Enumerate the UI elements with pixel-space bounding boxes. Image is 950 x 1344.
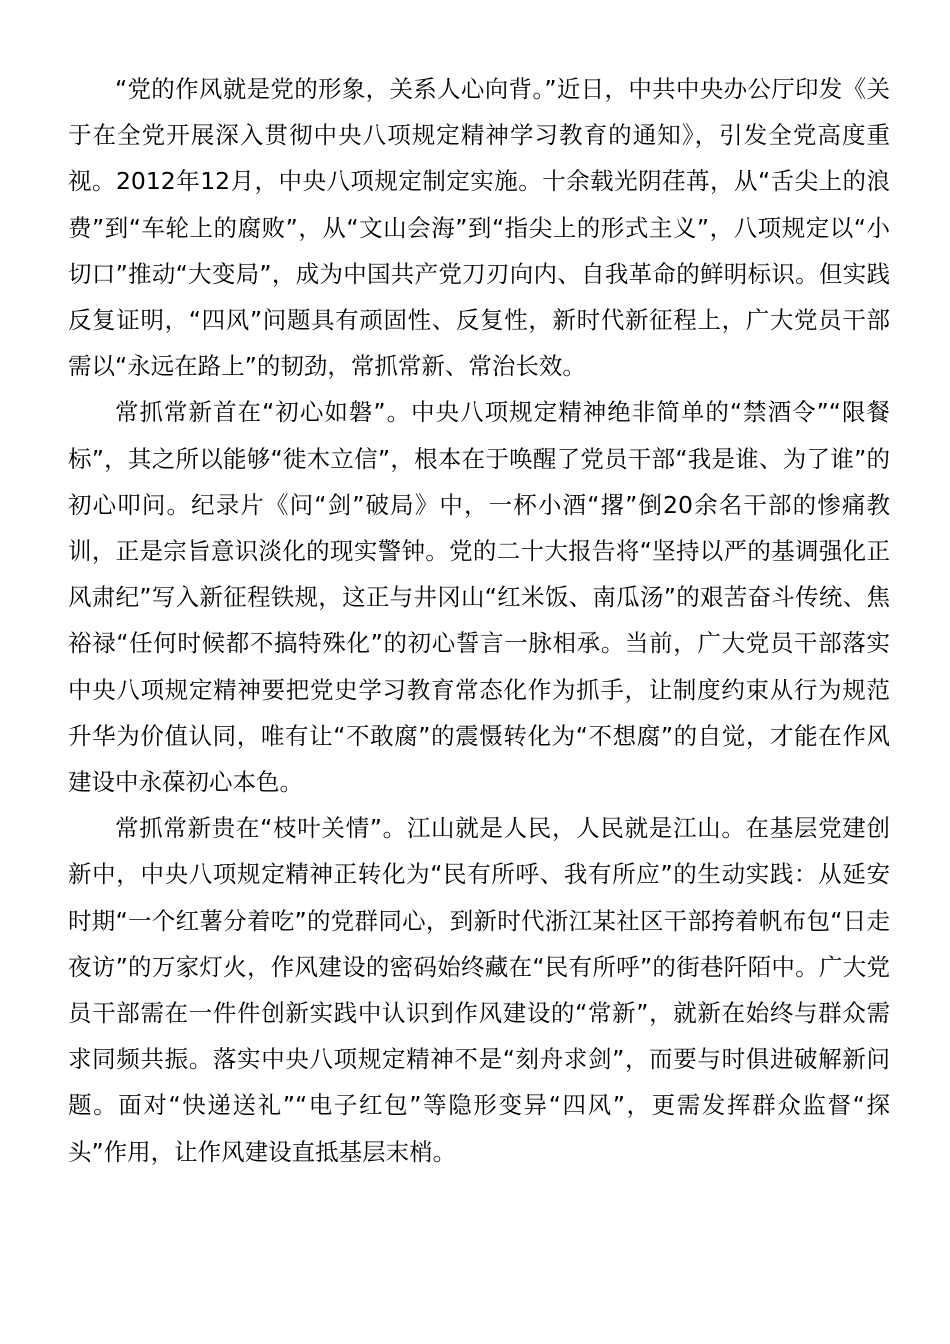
paragraph-2: 常抓常新首在“初心如磐”。中央八项规定精神绝非简单的“禁酒令”“限餐标”，其之所以能够“徙木立信”，根本在于唤醒了党员干部“我是谁、为了谁”的初心叩问。纪录片《问“剑”破局》中，一杯小酒“撂”倒20余名干部的惨痛教训，正是宗旨意识淡化的现实警钟。党的二十大报告将“坚持以严的基调强化正风肃纪”写入新征程铁规，这正与井冈山“红米饭、南瓜汤”的艰苦奋斗传统、焦裕禄“任何时候都不搞特殊化”的初心誓言一脉相承。当前，广大党员干部落实中央八项规定精神要把党史学习教育常态化作为抓手，让制度约束从行为规范升华为价值认同，唯有让“不敢腐”的震慑转化为“不想腐”的自觉，才能在作风建设中永葆初心本色。 [68,398,890,797]
document-body [68,66,890,1175]
paragraph-3: 常抓常新贵在“枝叶关情”。江山就是人民，人民就是江山。在基层党建创新中，中央八项规定精神正转化为“民有所呼、我有所应”的生动实践：从延安时期“一个红薯分着吃”的党群同心，到新时代浙江某社区干部挎着帆布包“日走夜访”的万家灯火，作风建设的密码始终藏在“民有所呼”的街巷阡陌中。广大党员干部需在一件件创新实践中认识到作风建设的“常新”，就新在始终与群众需求同频共振。落实中央八项规定精神不是“刻舟求剑”，而要与时俱进破解新问题。面对“快递送礼”“电子红包”等隐形变异“四风”，更需发挥群众监督“探头”作用，让作风建设直抵基层末梢。 [68,814,890,1166]
paragraph-1: “党的作风就是党的形象，关系人心向背。”近日，中共中央办公厅印发《关于在全党开展深入贯彻中央八项规定精神学习教育的通知》，引发全党高度重视。2012年12月，中央八项规定制定实施。十余载光阴荏苒，从“舌尖上的浪费”到“车轮上的腐败”，从“文山会海”到“指尖上的形式主义”，八项规定以“小切口”推动“大变局”，成为中国共产党刀刃向内、自我革命的鲜明标识。但实践反复证明，“四风”问题具有顽固性、反复性，新时代新征程上，广大党员干部需以“永远在路上”的韧劲，常抓常新、常治长效。 [68,75,890,381]
